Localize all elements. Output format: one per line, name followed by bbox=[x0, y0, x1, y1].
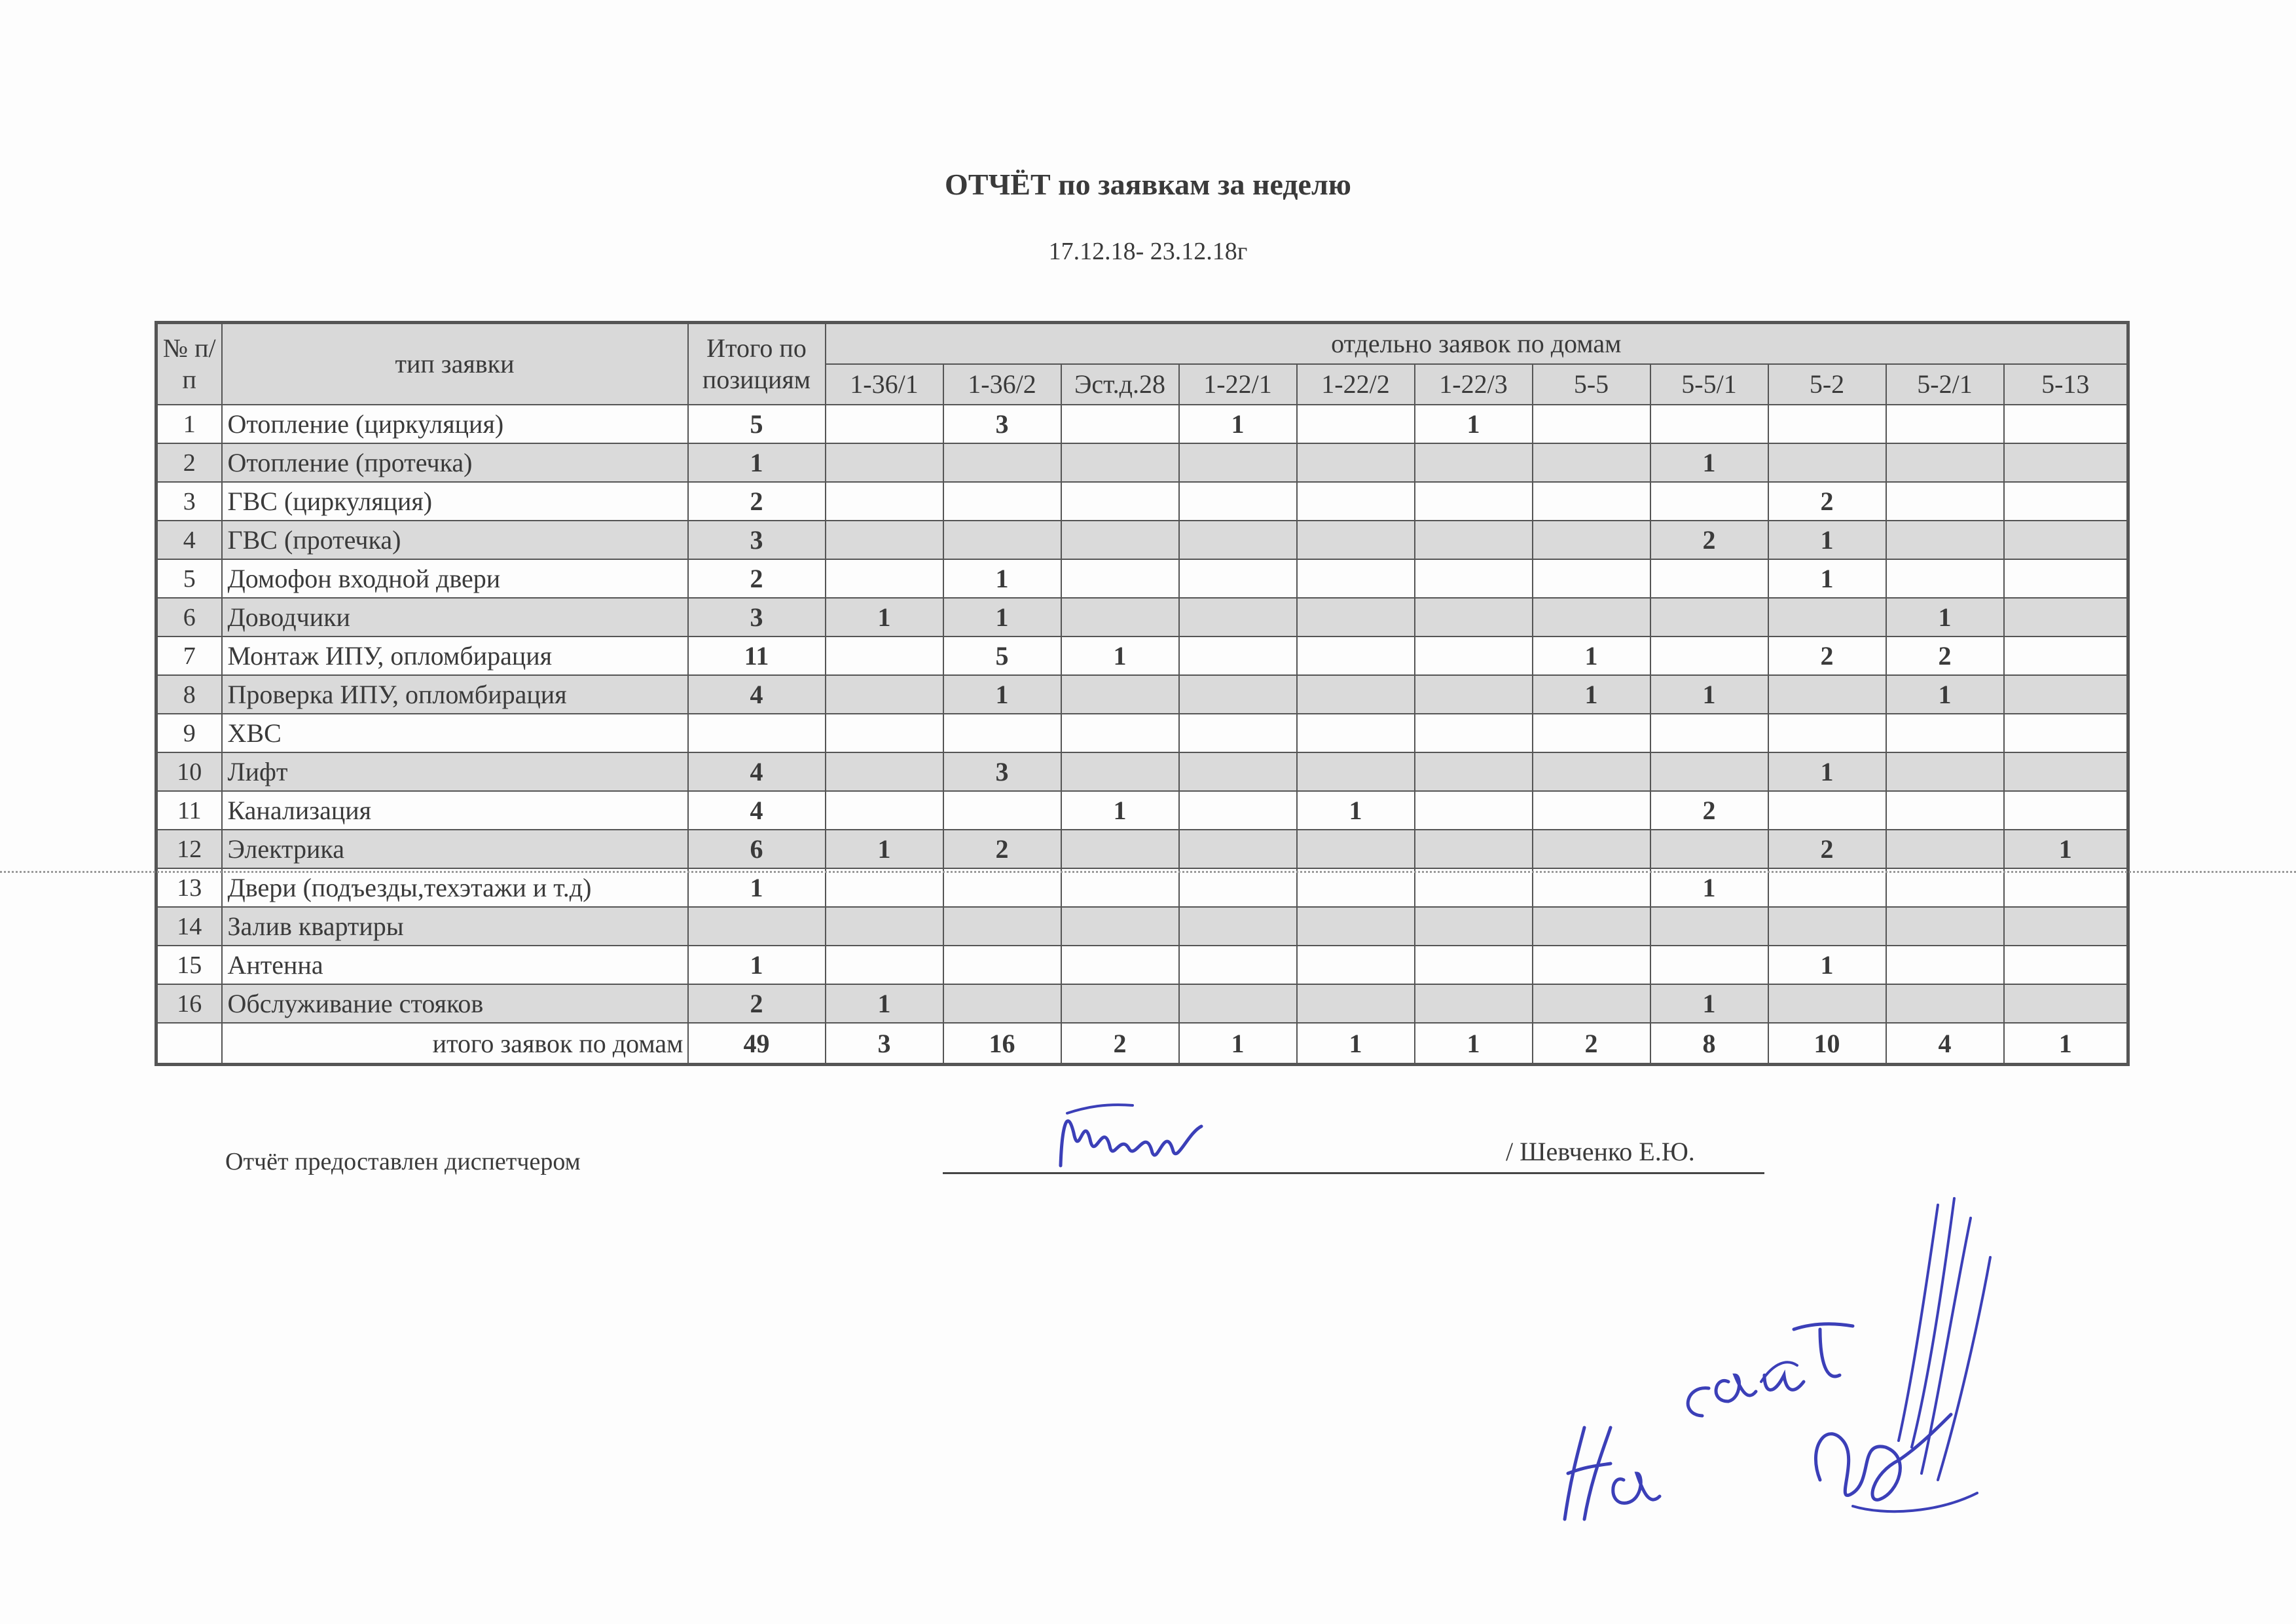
house-count-cell bbox=[1297, 598, 1415, 637]
house-count-cell bbox=[943, 482, 1061, 521]
row-number: 5 bbox=[156, 559, 222, 598]
house-count-cell bbox=[1297, 443, 1415, 482]
house-count-cell: 1 bbox=[1650, 675, 1768, 714]
house-count-cell bbox=[1533, 752, 1650, 791]
row-number: 4 bbox=[156, 521, 222, 559]
table-row bbox=[156, 637, 2128, 675]
house-count-cell bbox=[826, 443, 943, 482]
house-count-cell bbox=[826, 791, 943, 830]
house-count-cell bbox=[1533, 714, 1650, 752]
house-total-cell: 2 bbox=[1533, 1023, 1650, 1065]
house-count-cell bbox=[1650, 637, 1768, 675]
col-header-houses-group: отдельно заявок по домам bbox=[826, 323, 2128, 365]
house-total-cell: 10 bbox=[1768, 1023, 1886, 1065]
house-count-cell bbox=[2004, 791, 2128, 830]
house-count-cell bbox=[1061, 482, 1179, 521]
house-count-cell bbox=[1297, 984, 1415, 1023]
house-count-cell bbox=[1297, 714, 1415, 752]
house-count-cell bbox=[2004, 984, 2128, 1023]
house-count-cell bbox=[1886, 830, 2004, 868]
house-count-cell bbox=[1297, 907, 1415, 946]
house-count-cell: 1 bbox=[1297, 791, 1415, 830]
house-count-cell bbox=[1886, 405, 2004, 443]
house-count-cell: 1 bbox=[1415, 405, 1533, 443]
house-header: 1-22/1 bbox=[1179, 364, 1297, 405]
house-count-cell: 1 bbox=[1886, 598, 2004, 637]
row-number: 15 bbox=[156, 946, 222, 984]
house-count-cell bbox=[1533, 443, 1650, 482]
house-count-cell bbox=[1297, 405, 1415, 443]
house-count-cell bbox=[1179, 598, 1297, 637]
house-count-cell bbox=[1061, 868, 1179, 907]
table-row bbox=[156, 946, 2128, 984]
house-count-cell bbox=[826, 637, 943, 675]
house-total-cell: 1 bbox=[2004, 1023, 2128, 1065]
table-row bbox=[156, 752, 2128, 791]
row-total: 2 bbox=[688, 984, 826, 1023]
house-count-cell: 1 bbox=[1650, 443, 1768, 482]
house-count-cell bbox=[1297, 868, 1415, 907]
table-row bbox=[156, 868, 2128, 907]
house-count-cell bbox=[1650, 482, 1768, 521]
house-total-cell: 8 bbox=[1650, 1023, 1768, 1065]
row-number: 6 bbox=[156, 598, 222, 637]
house-count-cell bbox=[943, 521, 1061, 559]
row-total: 2 bbox=[688, 559, 826, 598]
totals-overall: 49 bbox=[688, 1023, 826, 1065]
house-count-cell bbox=[826, 482, 943, 521]
row-total: 1 bbox=[688, 443, 826, 482]
row-number: 1 bbox=[156, 405, 222, 443]
house-count-cell bbox=[1886, 714, 2004, 752]
house-count-cell bbox=[826, 946, 943, 984]
house-count-cell bbox=[943, 791, 1061, 830]
house-count-cell bbox=[1179, 521, 1297, 559]
house-count-cell bbox=[1650, 946, 1768, 984]
row-type: ГВС (циркуляция) bbox=[222, 482, 688, 521]
house-count-cell bbox=[1179, 559, 1297, 598]
col-header-number: № п/п bbox=[156, 323, 222, 405]
house-count-cell bbox=[1886, 521, 2004, 559]
house-count-cell bbox=[1415, 521, 1533, 559]
house-count-cell bbox=[1768, 443, 1886, 482]
house-count-cell: 1 bbox=[1768, 521, 1886, 559]
table-row bbox=[156, 907, 2128, 946]
house-count-cell bbox=[1886, 443, 2004, 482]
house-count-cell bbox=[2004, 714, 2128, 752]
col-header-type: тип заявки bbox=[222, 323, 688, 405]
table-row bbox=[156, 405, 2128, 443]
house-count-cell bbox=[1415, 637, 1533, 675]
house-count-cell bbox=[1297, 521, 1415, 559]
row-type: Двери (подъезды,техэтажи и т.д) bbox=[222, 868, 688, 907]
row-number: 2 bbox=[156, 443, 222, 482]
house-count-cell bbox=[1061, 830, 1179, 868]
house-header: 1-22/3 bbox=[1415, 364, 1533, 405]
house-count-cell bbox=[1886, 868, 2004, 907]
house-count-cell bbox=[1415, 791, 1533, 830]
row-total: 6 bbox=[688, 830, 826, 868]
table-row bbox=[156, 675, 2128, 714]
house-header: 5-13 bbox=[2004, 364, 2128, 405]
house-total-cell: 4 bbox=[1886, 1023, 2004, 1065]
scan-artifact-line bbox=[0, 871, 2296, 873]
house-count-cell bbox=[1415, 482, 1533, 521]
house-count-cell: 3 bbox=[943, 405, 1061, 443]
house-count-cell: 1 bbox=[1179, 405, 1297, 443]
house-count-cell bbox=[826, 559, 943, 598]
house-count-cell: 1 bbox=[1533, 675, 1650, 714]
handwritten-note bbox=[1545, 1166, 2003, 1545]
house-count-cell bbox=[2004, 946, 2128, 984]
row-total: 5 bbox=[688, 405, 826, 443]
house-count-cell: 1 bbox=[1768, 752, 1886, 791]
house-count-cell bbox=[826, 675, 943, 714]
house-count-cell bbox=[1415, 714, 1533, 752]
row-number: 9 bbox=[156, 714, 222, 752]
house-count-cell bbox=[1886, 752, 2004, 791]
row-type: Доводчики bbox=[222, 598, 688, 637]
row-type: ХВС bbox=[222, 714, 688, 752]
house-count-cell bbox=[1297, 482, 1415, 521]
house-count-cell bbox=[826, 521, 943, 559]
house-count-cell bbox=[1650, 907, 1768, 946]
house-count-cell bbox=[826, 907, 943, 946]
house-count-cell: 2 bbox=[1650, 791, 1768, 830]
house-header: 1-22/2 bbox=[1297, 364, 1415, 405]
house-count-cell bbox=[1179, 752, 1297, 791]
row-type: Антенна bbox=[222, 946, 688, 984]
house-count-cell bbox=[1179, 675, 1297, 714]
house-count-cell bbox=[2004, 868, 2128, 907]
house-count-cell bbox=[2004, 637, 2128, 675]
house-count-cell bbox=[2004, 752, 2128, 791]
totals-empty-cell bbox=[156, 1023, 222, 1065]
row-type: Электрика bbox=[222, 830, 688, 868]
house-header: Эст.д.28 bbox=[1061, 364, 1179, 405]
house-count-cell: 1 bbox=[1061, 791, 1179, 830]
house-count-cell bbox=[1415, 868, 1533, 907]
house-count-cell bbox=[1297, 559, 1415, 598]
row-type: Проверка ИПУ, опломбирация bbox=[222, 675, 688, 714]
row-total: 4 bbox=[688, 752, 826, 791]
row-total: 1 bbox=[688, 946, 826, 984]
house-count-cell bbox=[1650, 598, 1768, 637]
house-count-cell bbox=[1297, 752, 1415, 791]
house-count-cell bbox=[1533, 521, 1650, 559]
house-total-cell: 1 bbox=[1179, 1023, 1297, 1065]
house-count-cell bbox=[1533, 868, 1650, 907]
report-title: ОТЧЁТ по заявкам за неделю bbox=[945, 168, 1351, 201]
dispatcher-signature bbox=[1048, 1087, 1218, 1185]
house-count-cell bbox=[1061, 752, 1179, 791]
house-count-cell bbox=[1886, 559, 2004, 598]
row-number: 11 bbox=[156, 791, 222, 830]
house-count-cell: 1 bbox=[1061, 637, 1179, 675]
house-total-cell: 16 bbox=[943, 1023, 1061, 1065]
totals-label: итого заявок по домам bbox=[222, 1023, 688, 1065]
house-count-cell bbox=[1179, 714, 1297, 752]
house-count-cell: 2 bbox=[1768, 637, 1886, 675]
house-count-cell bbox=[1533, 791, 1650, 830]
row-total: 1 bbox=[688, 868, 826, 907]
house-count-cell: 3 bbox=[943, 752, 1061, 791]
house-count-cell: 1 bbox=[826, 598, 943, 637]
house-count-cell bbox=[1415, 907, 1533, 946]
row-number: 10 bbox=[156, 752, 222, 791]
house-count-cell bbox=[2004, 443, 2128, 482]
row-number: 3 bbox=[156, 482, 222, 521]
house-count-cell bbox=[1061, 907, 1179, 946]
row-total bbox=[688, 714, 826, 752]
house-count-cell bbox=[1061, 405, 1179, 443]
house-count-cell bbox=[1061, 984, 1179, 1023]
row-number: 13 bbox=[156, 868, 222, 907]
row-type: Лифт bbox=[222, 752, 688, 791]
house-count-cell bbox=[1768, 675, 1886, 714]
house-count-cell bbox=[1179, 482, 1297, 521]
house-count-cell bbox=[1415, 946, 1533, 984]
row-total: 3 bbox=[688, 598, 826, 637]
house-count-cell: 1 bbox=[943, 675, 1061, 714]
house-count-cell: 2 bbox=[1886, 637, 2004, 675]
house-count-cell bbox=[1768, 907, 1886, 946]
house-count-cell bbox=[1061, 598, 1179, 637]
signature-name: / Шевченко Е.Ю. bbox=[1506, 1137, 1695, 1166]
house-count-cell bbox=[1768, 984, 1886, 1023]
row-number: 16 bbox=[156, 984, 222, 1023]
house-count-cell bbox=[1533, 482, 1650, 521]
table-row bbox=[156, 598, 2128, 637]
house-total-cell: 3 bbox=[826, 1023, 943, 1065]
house-count-cell bbox=[943, 443, 1061, 482]
house-count-cell: 2 bbox=[1768, 482, 1886, 521]
house-count-cell: 2 bbox=[1650, 521, 1768, 559]
house-count-cell: 5 bbox=[943, 637, 1061, 675]
house-count-cell: 1 bbox=[1768, 559, 1886, 598]
house-count-cell bbox=[1768, 598, 1886, 637]
house-count-cell bbox=[1415, 984, 1533, 1023]
house-count-cell bbox=[826, 714, 943, 752]
house-count-cell bbox=[1886, 482, 2004, 521]
house-count-cell bbox=[2004, 405, 2128, 443]
house-count-cell: 1 bbox=[2004, 830, 2128, 868]
house-count-cell bbox=[1768, 868, 1886, 907]
row-number: 14 bbox=[156, 907, 222, 946]
house-count-cell: 1 bbox=[826, 830, 943, 868]
totals-row bbox=[156, 1023, 2128, 1065]
report-body bbox=[156, 405, 2128, 1065]
house-count-cell bbox=[1415, 443, 1533, 482]
house-count-cell bbox=[1297, 675, 1415, 714]
house-total-cell: 1 bbox=[1297, 1023, 1415, 1065]
house-count-cell bbox=[1768, 405, 1886, 443]
house-count-cell bbox=[2004, 675, 2128, 714]
house-count-cell bbox=[1533, 598, 1650, 637]
table-row bbox=[156, 521, 2128, 559]
house-count-cell bbox=[1179, 830, 1297, 868]
house-count-cell: 1 bbox=[1650, 868, 1768, 907]
house-count-cell: 2 bbox=[1768, 830, 1886, 868]
house-count-cell bbox=[1061, 443, 1179, 482]
house-count-cell bbox=[1886, 946, 2004, 984]
house-header: 1-36/1 bbox=[826, 364, 943, 405]
house-count-cell bbox=[1886, 984, 2004, 1023]
house-count-cell bbox=[1061, 559, 1179, 598]
table-row bbox=[156, 830, 2128, 868]
house-count-cell bbox=[2004, 907, 2128, 946]
house-count-cell: 1 bbox=[943, 598, 1061, 637]
house-count-cell bbox=[943, 984, 1061, 1023]
row-type: Отопление (циркуляция) bbox=[222, 405, 688, 443]
house-count-cell bbox=[2004, 598, 2128, 637]
house-count-cell bbox=[1061, 675, 1179, 714]
house-count-cell bbox=[1297, 637, 1415, 675]
row-total: 2 bbox=[688, 482, 826, 521]
house-count-cell bbox=[943, 714, 1061, 752]
house-count-cell bbox=[1768, 714, 1886, 752]
house-count-cell bbox=[1533, 907, 1650, 946]
row-type: ГВС (протечка) bbox=[222, 521, 688, 559]
house-count-cell bbox=[1650, 559, 1768, 598]
house-count-cell bbox=[1533, 405, 1650, 443]
table-row bbox=[156, 443, 2128, 482]
house-count-cell bbox=[1768, 791, 1886, 830]
header-row-1 bbox=[156, 323, 2128, 365]
house-count-cell bbox=[1179, 868, 1297, 907]
house-count-cell bbox=[1886, 907, 2004, 946]
row-type: Отопление (протечка) bbox=[222, 443, 688, 482]
report-period: 17.12.18- 23.12.18г bbox=[1048, 238, 1248, 265]
row-type: Залив квартиры bbox=[222, 907, 688, 946]
house-total-cell: 2 bbox=[1061, 1023, 1179, 1065]
row-total: 3 bbox=[688, 521, 826, 559]
house-count-cell bbox=[826, 752, 943, 791]
table-row bbox=[156, 482, 2128, 521]
report-table bbox=[155, 321, 2130, 1066]
house-count-cell bbox=[2004, 521, 2128, 559]
house-count-cell bbox=[1650, 714, 1768, 752]
house-count-cell bbox=[1650, 405, 1768, 443]
table-row bbox=[156, 559, 2128, 598]
house-count-cell bbox=[943, 907, 1061, 946]
row-type: Домофон входной двери bbox=[222, 559, 688, 598]
house-count-cell bbox=[1179, 637, 1297, 675]
house-header: 5-2 bbox=[1768, 364, 1886, 405]
house-header: 5-5/1 bbox=[1650, 364, 1768, 405]
house-count-cell bbox=[1297, 946, 1415, 984]
row-number: 8 bbox=[156, 675, 222, 714]
row-total bbox=[688, 907, 826, 946]
row-type: Канализация bbox=[222, 791, 688, 830]
row-type: Обслуживание стояков bbox=[222, 984, 688, 1023]
house-count-cell bbox=[1179, 946, 1297, 984]
house-count-cell bbox=[1533, 830, 1650, 868]
house-total-cell: 1 bbox=[1415, 1023, 1533, 1065]
table-row bbox=[156, 791, 2128, 830]
house-count-cell bbox=[1415, 675, 1533, 714]
house-count-cell: 1 bbox=[1768, 946, 1886, 984]
house-count-cell bbox=[1415, 559, 1533, 598]
house-count-cell bbox=[1415, 752, 1533, 791]
row-total: 4 bbox=[688, 675, 826, 714]
col-header-total: Итого по позициям bbox=[688, 323, 826, 405]
house-count-cell bbox=[1179, 984, 1297, 1023]
house-header: 1-36/2 bbox=[943, 364, 1061, 405]
house-count-cell: 1 bbox=[1533, 637, 1650, 675]
house-header: 5-2/1 bbox=[1886, 364, 2004, 405]
row-type: Монтаж ИПУ, опломбирация bbox=[222, 637, 688, 675]
house-count-cell bbox=[826, 868, 943, 907]
house-count-cell bbox=[1533, 946, 1650, 984]
house-count-cell bbox=[2004, 559, 2128, 598]
house-count-cell: 1 bbox=[826, 984, 943, 1023]
house-count-cell bbox=[1415, 598, 1533, 637]
row-number: 12 bbox=[156, 830, 222, 868]
house-count-cell bbox=[1061, 521, 1179, 559]
row-number: 7 bbox=[156, 637, 222, 675]
house-count-cell bbox=[1179, 791, 1297, 830]
house-count-cell bbox=[2004, 482, 2128, 521]
row-total: 4 bbox=[688, 791, 826, 830]
house-count-cell bbox=[1533, 559, 1650, 598]
house-count-cell bbox=[1179, 907, 1297, 946]
house-count-cell: 1 bbox=[1886, 675, 2004, 714]
house-count-cell: 2 bbox=[943, 830, 1061, 868]
house-count-cell bbox=[1650, 752, 1768, 791]
house-count-cell bbox=[1886, 791, 2004, 830]
house-count-cell bbox=[943, 946, 1061, 984]
house-count-cell bbox=[1650, 830, 1768, 868]
house-count-cell bbox=[1297, 830, 1415, 868]
provided-by-label: Отчёт предоставлен диспетчером bbox=[225, 1148, 581, 1175]
row-total: 11 bbox=[688, 637, 826, 675]
house-count-cell bbox=[1179, 443, 1297, 482]
house-count-cell: 1 bbox=[1650, 984, 1768, 1023]
house-count-cell: 1 bbox=[943, 559, 1061, 598]
house-count-cell bbox=[826, 405, 943, 443]
house-header: 5-5 bbox=[1533, 364, 1650, 405]
house-count-cell bbox=[1533, 984, 1650, 1023]
house-count-cell bbox=[1061, 714, 1179, 752]
table-row bbox=[156, 984, 2128, 1023]
house-count-cell bbox=[1415, 830, 1533, 868]
table-row bbox=[156, 714, 2128, 752]
house-count-cell bbox=[1061, 946, 1179, 984]
house-count-cell bbox=[943, 868, 1061, 907]
